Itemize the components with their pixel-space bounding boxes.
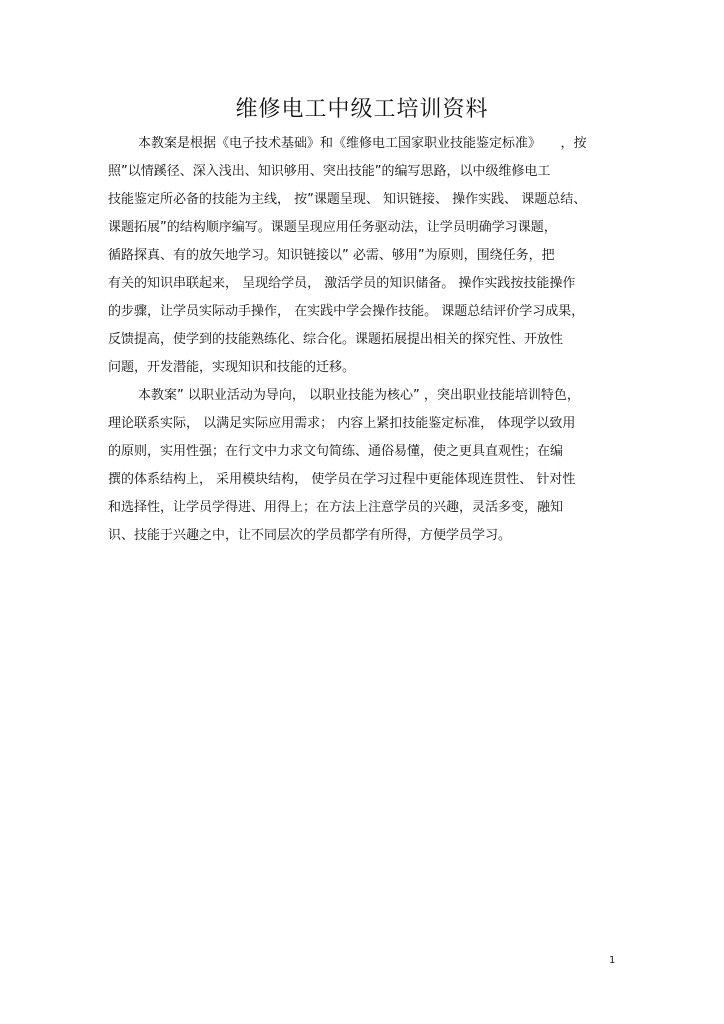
- paragraph2-line-3: 的原则，实用性强；在行文中力求文句简练、通俗易懂，使之更具直观性；在编: [108, 444, 564, 459]
- paragraph2-line-4: 撰的体系结构上， 采用模块结构， 使学员在学习过程中更能体现连贯性、 针对性: [108, 472, 576, 487]
- paragraph2-line-6: 识、技能于兴趣之中，让不同层次的学员都学有所得，方便学员学习。: [108, 528, 512, 543]
- paragraph1-line-2: 照”以情蹊径、深入浅出、知识够用、突出技能”的编写思路，以中级维修电工: [108, 164, 551, 179]
- paragraph1-line-9: 问题，开发潜能，实现知识和技能的迁移。: [108, 360, 356, 375]
- paragraph1-line-7: 的步骤，让学员实际动手操作， 在实践中学会操作技能。 课题总结评价学习成果，: [108, 304, 585, 319]
- paragraph2-line-1: 本教案” 以职业活动为导向， 以职业技能为核心” ，突出职业技能培训特色，: [138, 388, 580, 403]
- paragraph1-line-4: 课题拓展”的结构顺序编写。课题呈现应用任务驱动法，让学员明确学习课题，: [108, 220, 557, 235]
- paragraph2-line-2: 理论联系实际， 以满足实际应用需求； 内容上紧扣技能鉴定标准， 体现学以致用: [108, 416, 576, 431]
- paragraph1-line-3: 技能鉴定所必备的技能为主线， 按”课题呈现、 知识链接、 操作实践、 课题总结、: [108, 192, 587, 207]
- paragraph1-line-1: 本教案是根据《电子技术基础》和《维修电工国家职业技能鉴定标准》 ，按: [138, 136, 587, 151]
- paragraph2-line-5: 和选择性，让学员学得进、用得上；在方法上注意学员的兴趣，灵活多变，融知: [108, 500, 564, 515]
- paragraph1-line-5: 循路探真、有的放矢地学习。知识链接以” 必需、够用”为原则，围绕任务，把: [108, 248, 555, 263]
- page-number: 1: [609, 955, 616, 966]
- document-title: 维修电工中级工培训资料: [235, 97, 489, 122]
- paragraph1-line-6: 有关的知识串联起来， 呈现给学员， 激活学员的知识储备。 操作实践按技能操作: [108, 276, 576, 291]
- paragraph1-line-8: 反馈提高，使学到的技能熟练化、综合化。课题拓展提出相关的探究性、开放性: [108, 332, 564, 347]
